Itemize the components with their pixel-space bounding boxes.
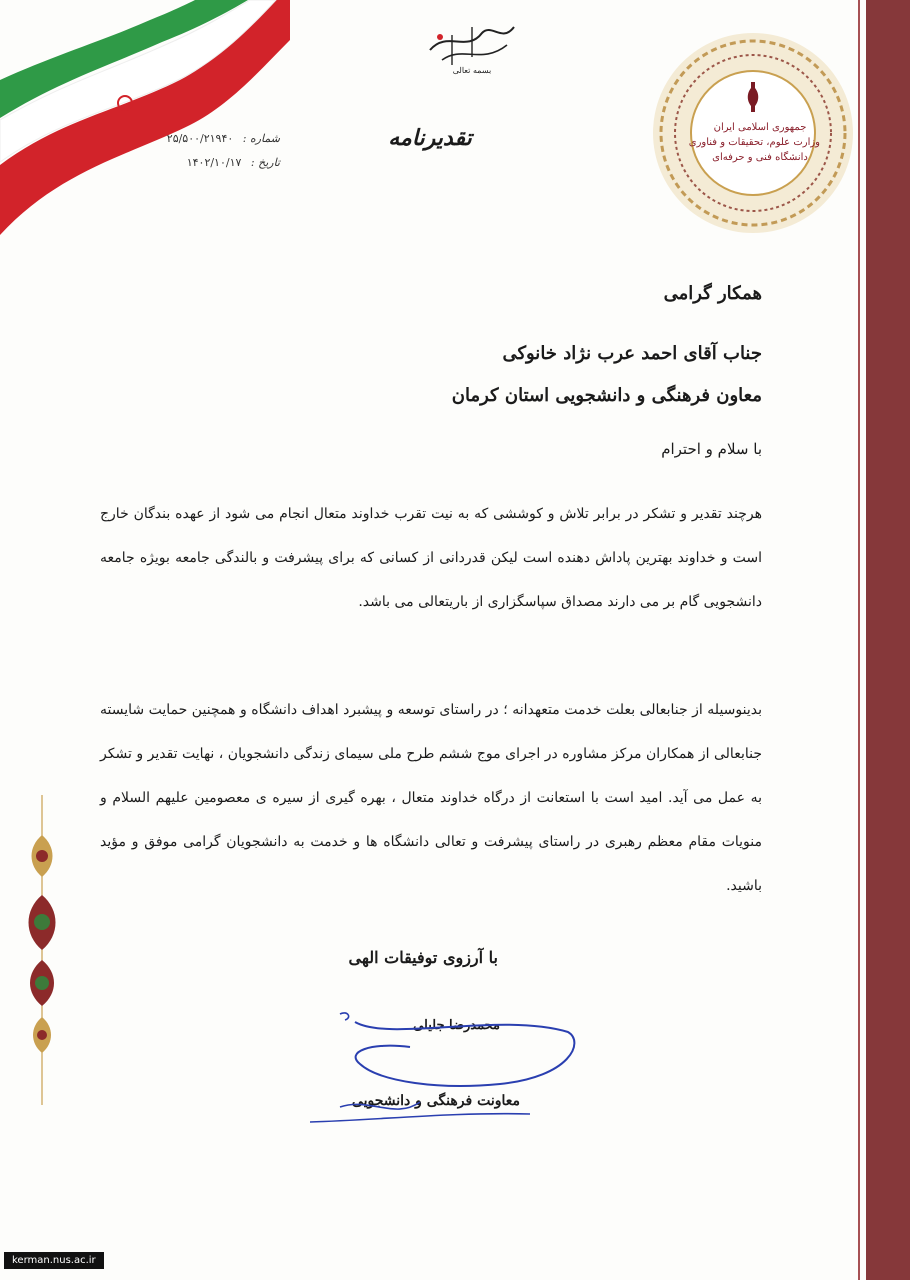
number-value: ۲۵/۵۰۰/۲۱۹۴۰	[166, 132, 234, 145]
date-value: ۱۴۰۲/۱۰/۱۷	[186, 156, 242, 169]
number-label: شماره :	[242, 132, 280, 145]
signer-name: محمدرضا جلیلی	[413, 1018, 500, 1033]
emblem-line2: وزارت علوم، تحقیقات و فناوری	[688, 137, 820, 148]
site-watermark: kerman.nus.ac.ir	[4, 1252, 104, 1269]
greeting: با سلام و احترام	[661, 440, 762, 458]
body-paragraph-2: بدینوسیله از جنابعالی بعلت خدمت متعهدانه ؛ در راستای توسعه و پیشبرد اهداف دانشگاه و همچنین حمایت شایسته جنابعالی از همکاران مرکز مشاوره در اجرای موج ششم طرح ملی سیمای زندگی دانشجویان ، نهایت تقدیر و تشکر به عمل می آید. امید است با استعانت از درگاه خداوند متعال ، بهره گیری از سیره ی معصومین علیهم السلام و منویات مقام معظم رهبری در راستای پیشرفت و تعالی دانشگاه ها و خدمت به دانشجویان گرامی موفق و مؤید باشید.	[100, 702, 762, 894]
body-paragraph-1: هرچند تقدیر و تشکر در برابر تلاش و کوششی که به نیت تقرب خداوند متعال انجام می شود از عهده بندگان خارج است و خداوند بهترین پاداش دهنده است لیکن قدردانی از کسانی که برای پیشرفت و بالندگی جامعه بویژه جامعه دانشجویی گام بر می دارند مصداق سپاسگزاری از باریتعالی می باشد.	[100, 506, 762, 610]
recipient-position: معاون فرهنگی و دانشجویی استان کرمان	[451, 385, 762, 406]
signer-office: معاونت فرهنگی و دانشجویی	[351, 1093, 520, 1109]
emblem-text	[688, 120, 820, 165]
date-row	[140, 151, 280, 175]
right-border-strip	[866, 0, 910, 1280]
bismillah-calligraphy	[422, 15, 522, 75]
decorative-ornament-icon	[14, 795, 70, 1105]
document-meta	[140, 127, 280, 175]
emblem-line3: دانشگاه فنی و حرفه‌ای	[712, 152, 808, 163]
document-title: تقدیرنامه	[388, 125, 472, 151]
closing-wish: با آرزوی توفیقات الهی	[348, 948, 498, 967]
salutation: همکار گرامی	[663, 283, 762, 304]
bismillah-text: بسمه تعالی	[452, 66, 492, 75]
number-row	[140, 127, 280, 151]
border-line	[858, 0, 860, 1280]
date-label: تاریخ :	[250, 156, 280, 169]
emblem-line1: جمهوری اسلامی ایران	[713, 122, 807, 133]
iran-flag-icon	[0, 0, 290, 250]
recipient-name: جناب آقای احمد عرب نژاد خانوکی	[502, 343, 762, 364]
handwritten-signature	[300, 1002, 590, 1137]
